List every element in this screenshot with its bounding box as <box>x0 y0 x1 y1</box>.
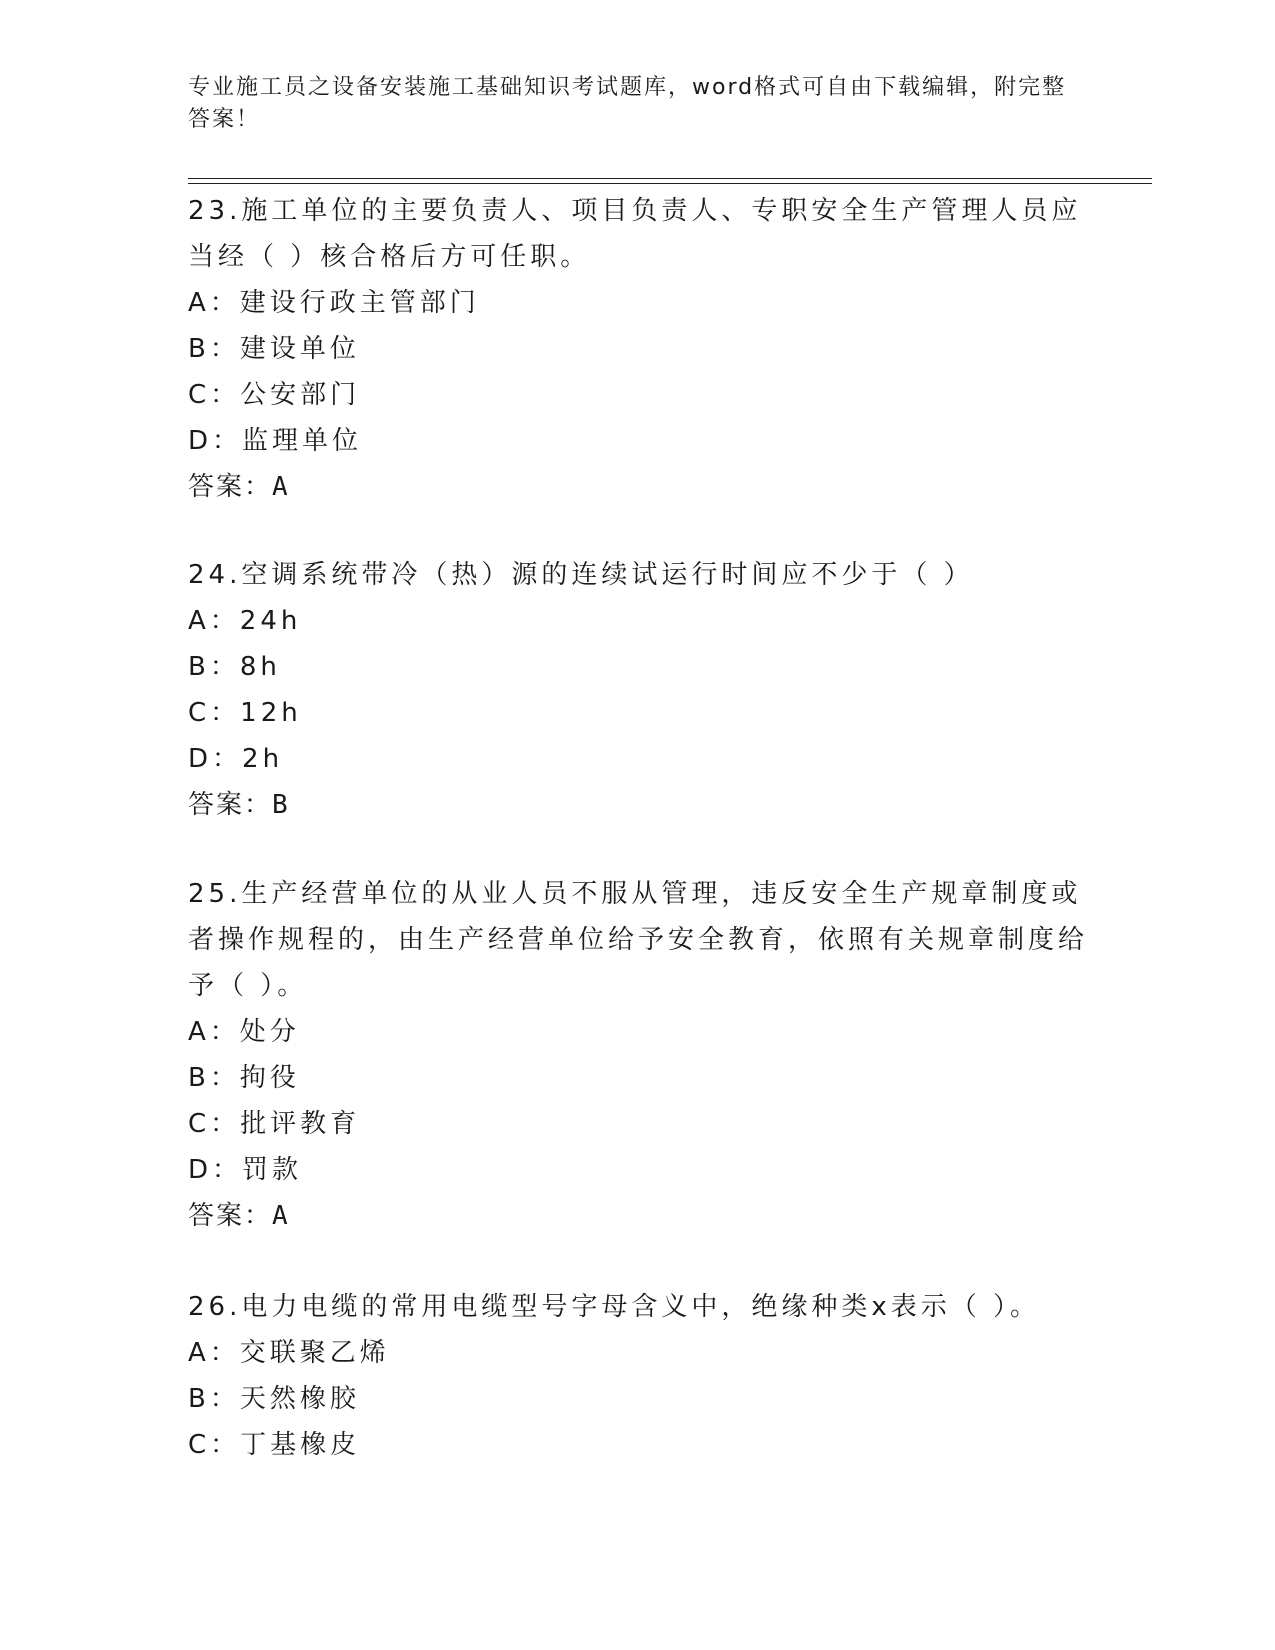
question-stem: 25.生产经营单位的从业人员不服从管理，违反安全生产规章制度或者操作规程的，由生产经营单位给予安全教育，依照有关规章制度给予（ ）。 <box>188 879 1089 1001</box>
question-24 <box>188 552 1088 828</box>
option-c: C：公安部门 <box>188 380 361 410</box>
question-stem: 26.电力电缆的常用电缆型号字母含义中，绝缘种类x表示（ ）。 <box>188 1292 1041 1322</box>
header-divider-bottom <box>188 183 1152 184</box>
option-c: C：12h <box>188 698 302 728</box>
question-25 <box>188 871 1088 1239</box>
header-divider-top <box>188 178 1152 179</box>
option-b: B：8h <box>188 652 281 682</box>
answer-line <box>188 1193 1088 1239</box>
option-c: C：丁基橡皮 <box>188 1430 361 1460</box>
answer-line <box>188 464 1088 510</box>
question-23 <box>188 188 1088 510</box>
option-a: A：处分 <box>188 1017 300 1047</box>
answer-label: 答案： <box>188 790 273 820</box>
option-b: B：建设单位 <box>188 334 360 364</box>
answer-line <box>188 782 1088 828</box>
question-26 <box>188 1284 1088 1468</box>
question-stem: 24.空调系统带冷（热）源的连续试运行时间应不少于（ ） <box>188 560 974 590</box>
answer-label: 答案： <box>188 1201 273 1231</box>
option-d: D：2h <box>188 744 284 774</box>
answer-value: A <box>272 1201 288 1231</box>
question-stem: 23.施工单位的主要负责人、项目负责人、专职安全生产管理人员应当经（ ）核合格后方可任职。 <box>188 196 1082 272</box>
answer-value: B <box>272 790 288 820</box>
document-header: 专业施工员之设备安装施工基础知识考试题库，word格式可自由下载编辑，附完整答案！ <box>188 75 1067 132</box>
option-b: B：拘役 <box>188 1063 300 1093</box>
option-d: D：监理单位 <box>188 426 363 456</box>
option-b: B：天然橡胶 <box>188 1384 360 1414</box>
option-d: D：罚款 <box>188 1155 303 1185</box>
option-a: A：建设行政主管部门 <box>188 288 480 318</box>
option-c: C：批评教育 <box>188 1109 361 1139</box>
answer-value: A <box>272 472 288 502</box>
option-a: A：24h <box>188 606 302 636</box>
option-a: A：交联聚乙烯 <box>188 1338 390 1368</box>
answer-label: 答案： <box>188 472 273 502</box>
